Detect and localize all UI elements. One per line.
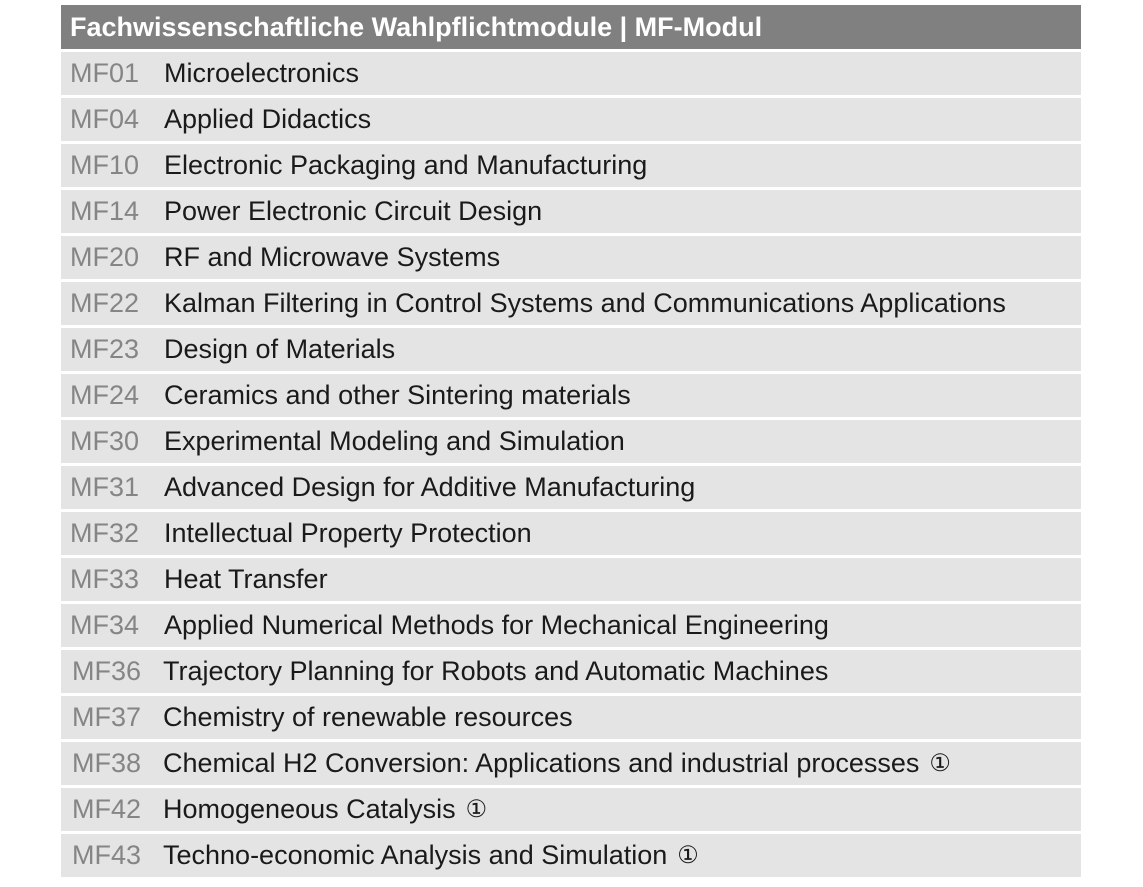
- circled-one-icon: ①: [677, 842, 699, 869]
- table-row: [61, 788, 1081, 831]
- circled-one-icon: ①: [929, 750, 951, 777]
- table-row: [61, 696, 1081, 739]
- module-title: Trajectory Planning for Robots and Automatic Machines: [163, 656, 829, 686]
- module-code: MF01: [70, 58, 140, 88]
- table-row: [61, 834, 1081, 877]
- module-title: Ceramics and other Sintering materials: [164, 380, 631, 410]
- module-code: MF32: [70, 518, 140, 548]
- module-code: MF22: [70, 288, 140, 318]
- table-row: [61, 52, 1081, 95]
- module-code: MF43: [72, 840, 142, 870]
- module-code: MF23: [70, 334, 140, 364]
- module-title: Applied Didactics: [164, 104, 372, 134]
- module-code: MF36: [72, 656, 142, 686]
- table-row: [61, 374, 1081, 417]
- module-title: Advanced Design for Additive Manufacturing: [164, 472, 696, 502]
- table-row: [61, 98, 1081, 141]
- table-row: [61, 650, 1081, 693]
- module-title: Power Electronic Circuit Design: [164, 196, 543, 226]
- module-code: MF24: [70, 380, 140, 410]
- module-code: MF04: [70, 104, 140, 134]
- module-code: MF14: [70, 196, 140, 226]
- module-title: Kalman Filtering in Control Systems and Communications Applications: [164, 288, 1006, 318]
- module-code: MF20: [70, 242, 140, 272]
- table-header: Fachwissenschaftliche Wahlpflichtmodule | MF-Modul: [61, 5, 1081, 49]
- module-title: Chemical H2 Conversion: Applications and industrial processes: [163, 748, 920, 778]
- table-row: [61, 328, 1081, 371]
- module-title: Techno-economic Analysis and Simulation: [163, 840, 668, 870]
- module-code: MF30: [70, 426, 140, 456]
- module-code: MF37: [72, 702, 142, 732]
- table-row: [61, 282, 1081, 325]
- table-row: [61, 558, 1081, 601]
- table-row: [61, 742, 1081, 785]
- module-title: Design of Materials: [164, 334, 396, 364]
- module-code: MF33: [70, 564, 140, 594]
- table-row: [61, 236, 1081, 279]
- module-title: Chemistry of renewable resources: [163, 702, 573, 732]
- table-row: [61, 190, 1081, 233]
- table-row: [61, 466, 1081, 509]
- module-title: Homogeneous Catalysis: [163, 794, 456, 824]
- module-code: MF38: [72, 748, 142, 778]
- table-row: [61, 512, 1081, 555]
- module-title: Electronic Packaging and Manufacturing: [164, 150, 648, 180]
- module-code: MF42: [72, 794, 142, 824]
- module-code: MF31: [70, 472, 140, 502]
- module-title: Intellectual Property Protection: [164, 518, 532, 548]
- module-title: Applied Numerical Methods for Mechanical Engineering: [164, 610, 829, 640]
- table-row: [61, 144, 1081, 187]
- module-title: RF and Microwave Systems: [164, 242, 501, 272]
- table-row: [61, 604, 1081, 647]
- table-rows: [61, 52, 1081, 877]
- module-code: MF34: [70, 610, 140, 640]
- module-title: Microelectronics: [164, 58, 360, 88]
- circled-one-icon: ①: [465, 796, 488, 823]
- module-code: MF10: [70, 150, 140, 180]
- module-table: [61, 5, 1081, 880]
- module-title: Experimental Modeling and Simulation: [164, 426, 625, 456]
- table-row: [61, 420, 1081, 463]
- module-title: Heat Transfer: [164, 564, 328, 594]
